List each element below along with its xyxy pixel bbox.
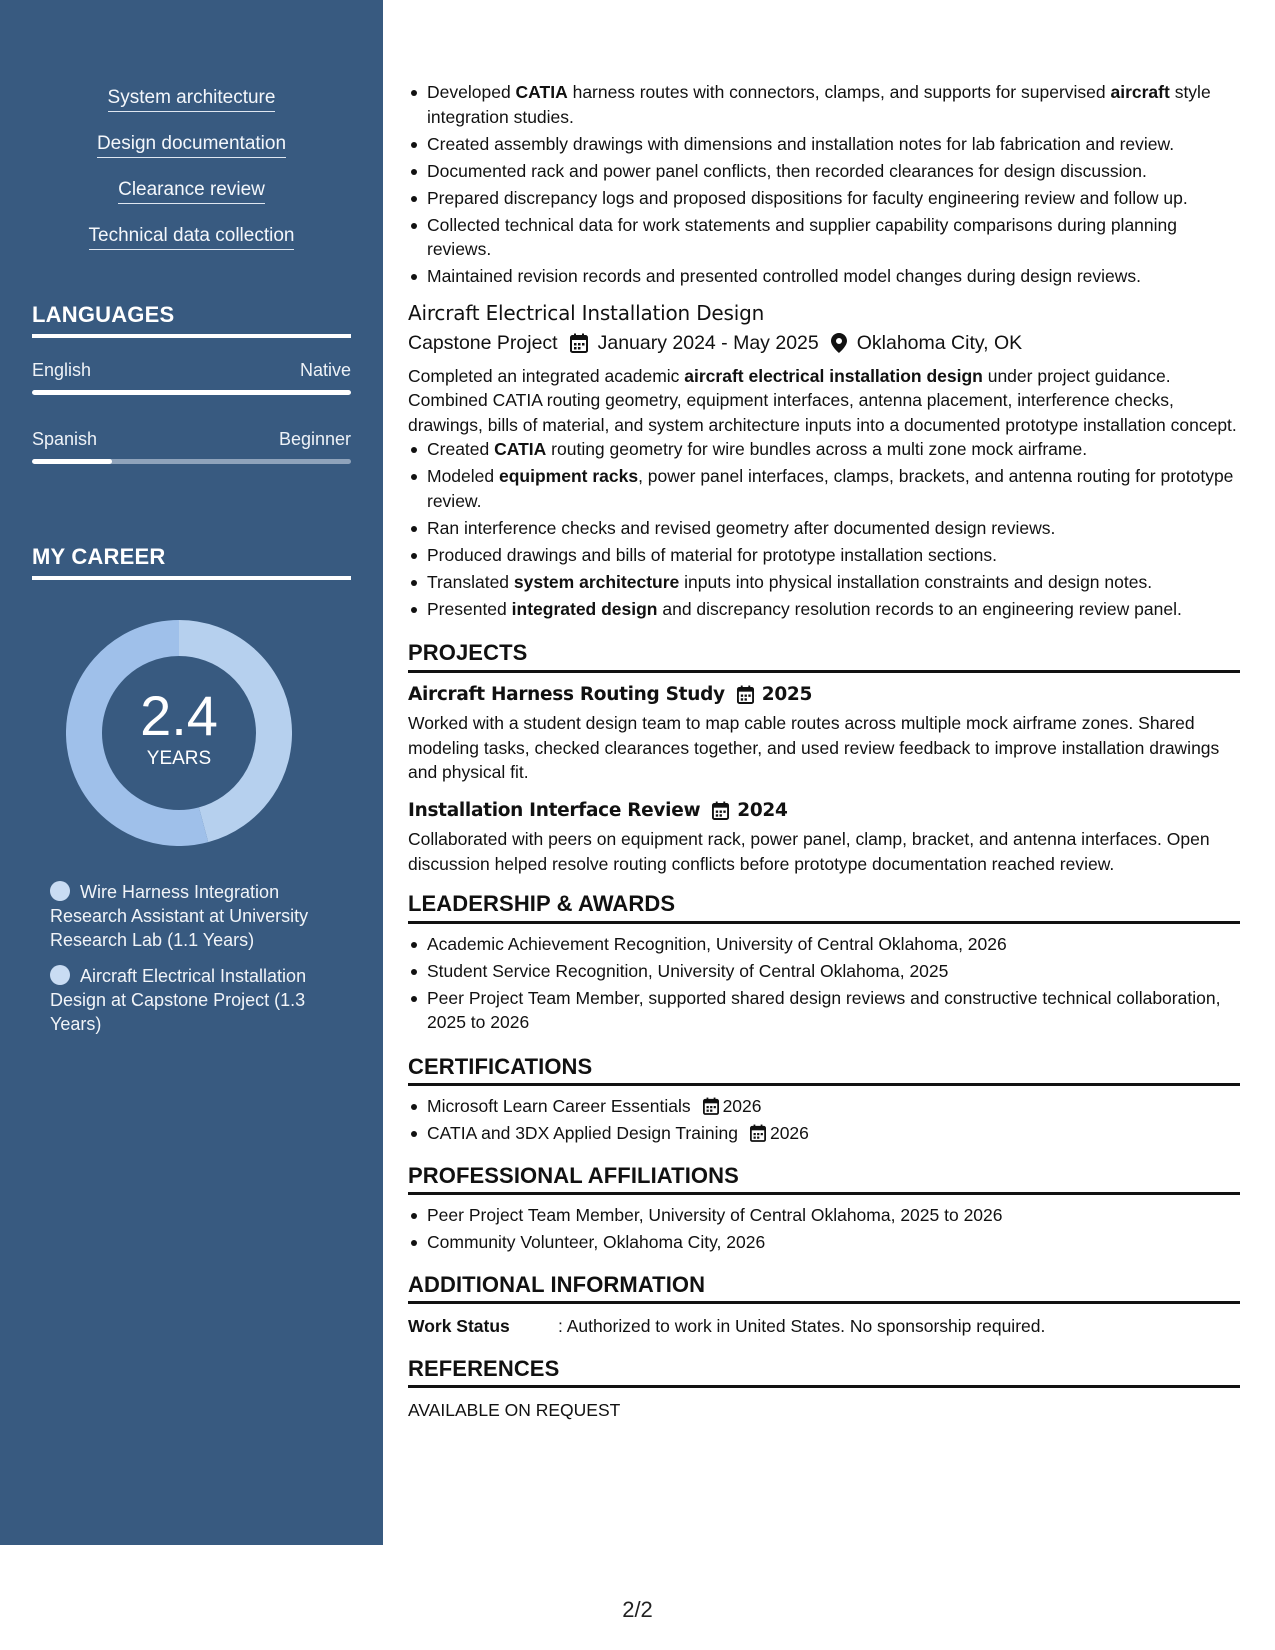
- skill-item: Design documentation: [97, 132, 286, 158]
- leadership-item: Academic Achievement Recognition, University of Central Oklahoma, 2026: [408, 932, 1240, 957]
- location-pin-icon: [831, 333, 847, 353]
- skill-item: Technical data collection: [89, 224, 295, 250]
- certification-item: [408, 1094, 1240, 1119]
- leadership-heading: LEADERSHIP & AWARDS: [408, 892, 1240, 924]
- bullet-item: Translated system architecture inputs into physical installation constraints and design notes.: [408, 570, 1240, 595]
- career-item: [50, 964, 340, 1036]
- skill-item: Clearance review: [118, 178, 265, 204]
- job-title: Aircraft Electrical Installation Design: [408, 300, 765, 325]
- leadership-list: [408, 932, 1240, 1035]
- affiliation-item: Community Volunteer, Oklahoma City, 2026: [408, 1230, 1240, 1255]
- language-name: English: [32, 360, 92, 380]
- project-title: Installation Interface Review: [408, 799, 701, 821]
- job-organization: Capstone Project: [408, 332, 558, 354]
- language-bar-english: [32, 390, 351, 395]
- career-donut-label: [66, 620, 292, 846]
- bullet-item: Presented integrated design and discrepancy resolution records to an engineering review panel.: [408, 597, 1240, 622]
- bullet-item: Produced drawings and bills of material for prototype installation sections.: [408, 543, 1240, 568]
- certification-year: 2026: [722, 1096, 762, 1116]
- job-meta: [408, 331, 1240, 356]
- work-status-label: Work Status: [408, 1316, 510, 1336]
- language-level: Beginner: [278, 429, 351, 449]
- affiliations-heading: PROFESSIONAL AFFILIATIONS: [408, 1164, 1240, 1196]
- bullet-item: Collected technical data for work statements and supplier capability comparisons during planning reviews.: [408, 213, 1240, 262]
- project-description: Worked with a student design team to map cable routes across multiple mock airframe zones. Shared modeling tasks, checked clearances together, and used review feedback to improve installation drawings and physical fit.: [408, 713, 1220, 782]
- bullet-item: Prepared discrepancy logs and proposed dispositions for faculty engineering review and follow up.: [408, 186, 1240, 211]
- job-dates: January 2024 - May 2025: [597, 332, 819, 354]
- calendar-icon: [703, 1097, 719, 1115]
- language-bar-fill: [32, 459, 112, 464]
- project-title-row: [408, 799, 1240, 824]
- languages-heading: LANGUAGES: [32, 302, 351, 338]
- bullet-item: Developed CATIA harness routes with connectors, clamps, and supports for supervised aircraft style integration studies.: [408, 80, 1240, 129]
- calendar-icon: [737, 685, 754, 704]
- bullet-item: Created CATIA routing geometry for wire bundles across a multi zone mock airframe.: [408, 437, 1240, 462]
- calendar-icon: [712, 801, 729, 820]
- career-item: [50, 880, 340, 952]
- projects-heading: PROJECTS: [408, 641, 1240, 673]
- references-heading: REFERENCES: [408, 1357, 1240, 1389]
- affiliation-item: Peer Project Team Member, University of Central Oklahoma, 2025 to 2026: [408, 1203, 1240, 1228]
- project-title: Aircraft Harness Routing Study: [408, 683, 725, 705]
- calendar-icon: [750, 1124, 766, 1142]
- project-description: Collaborated with peers on equipment rack, power panel, clamp, bracket, and antenna interfaces. Open discussion helped resolve routing conflicts before prototype documentation reached review.: [408, 829, 1210, 874]
- project-year: 2025: [761, 683, 813, 705]
- leadership-item: Student Service Recognition, University of Central Oklahoma, 2025: [408, 959, 1240, 984]
- career-dot-icon: [50, 965, 70, 985]
- bullet-item: Maintained revision records and presented controlled model changes during design reviews.: [408, 264, 1240, 289]
- work-status-row: [408, 1314, 1240, 1339]
- project-title-row: [408, 683, 1240, 708]
- bullet-item: Modeled equipment racks, power panel interfaces, clamps, brackets, and antenna routing for prototype review.: [408, 464, 1240, 513]
- language-level: Native: [299, 360, 351, 380]
- language-bar-spanish: [32, 459, 351, 464]
- references-text: AVAILABLE ON REQUEST: [408, 1400, 621, 1420]
- certification-name: CATIA and 3DX Applied Design Training: [427, 1123, 738, 1143]
- skills-list: [0, 86, 383, 270]
- language-row-english: [32, 360, 351, 381]
- affiliations-list: [408, 1203, 1240, 1255]
- skill-item: System architecture: [108, 86, 276, 112]
- certifications-heading: CERTIFICATIONS: [408, 1055, 1240, 1087]
- calendar-icon: [570, 333, 588, 353]
- bullet-item: Documented rack and power panel conflicts, then recorded clearances for design discussion.: [408, 159, 1240, 184]
- career-item-text: Aircraft Electrical Installation Design at Capstone Project (1.3 Years): [50, 966, 307, 1034]
- career-item-text: Wire Harness Integration Research Assistant at University Research Lab (1.1 Years): [50, 882, 309, 950]
- work-status-value: : Authorized to work in United States. No sponsorship required.: [558, 1316, 1046, 1336]
- career-dot-icon: [50, 881, 70, 901]
- career-years-value: 2.4: [140, 684, 218, 747]
- experience-bullets-top: [408, 80, 1240, 289]
- job-location: Oklahoma City, OK: [856, 332, 1023, 354]
- certification-year: 2026: [769, 1123, 809, 1143]
- bullet-item: Created assembly drawings with dimensions and installation notes for lab fabrication and review.: [408, 132, 1240, 157]
- project-year: 2024: [737, 799, 788, 821]
- career-list: [50, 880, 340, 1048]
- certifications-list: [408, 1094, 1240, 1146]
- job-summary: Completed an integrated academic aircraft electrical installation design under project guidance. Combined CATIA routing geometry, equipment interfaces, antenna placement, interference checks, drawings, bills of material, and system architecture inputs into a documented prototype installation concept.: [408, 365, 1237, 435]
- career-heading: MY CAREER: [32, 544, 351, 580]
- certification-item: [408, 1121, 1240, 1146]
- bullet-item: Ran interference checks and revised geometry after documented design reviews.: [408, 516, 1240, 541]
- page-number: 2/2: [622, 1597, 653, 1622]
- leadership-item: Peer Project Team Member, supported shared design reviews and constructive technical collaboration, 2025 to 2026: [408, 986, 1240, 1035]
- language-name: Spanish: [32, 429, 98, 449]
- sidebar: [0, 0, 383, 1545]
- language-row-spanish: [32, 429, 351, 450]
- career-years-unit: YEARS: [146, 748, 212, 769]
- career-donut-chart: [66, 620, 292, 846]
- certification-name: Microsoft Learn Career Essentials: [427, 1096, 691, 1116]
- job-bullets: [408, 437, 1240, 621]
- additional-info-heading: ADDITIONAL INFORMATION: [408, 1273, 1240, 1305]
- language-bar-fill: [32, 390, 351, 395]
- main-content: [408, 80, 1240, 1423]
